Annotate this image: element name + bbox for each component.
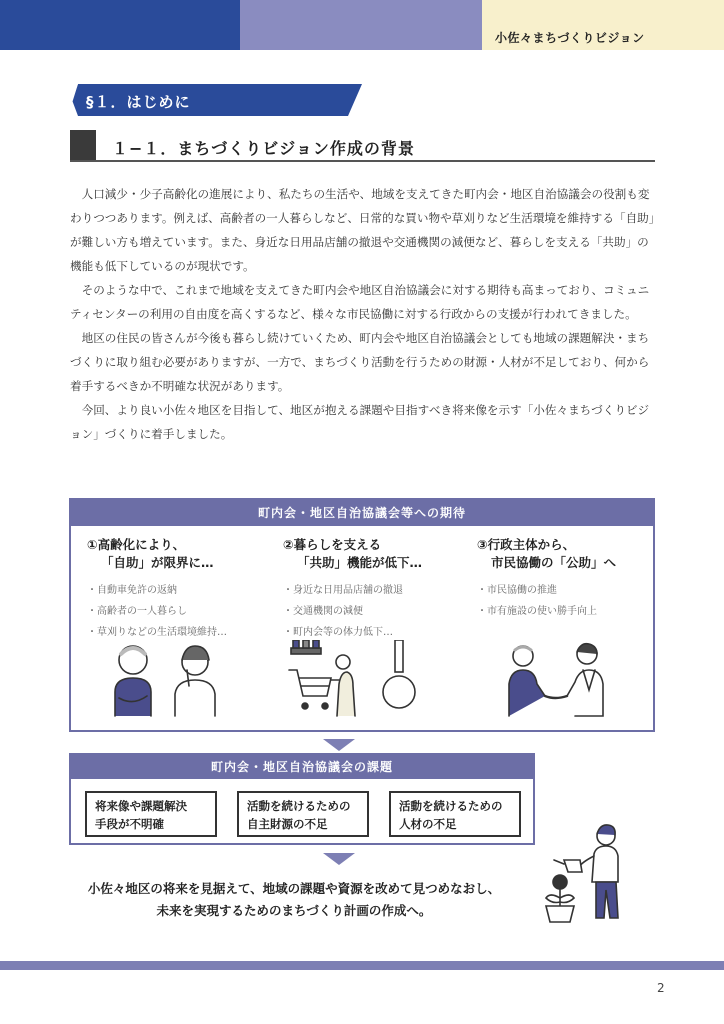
footer-band	[0, 961, 724, 970]
expectation-column-2	[283, 536, 473, 643]
elderly-couple-illustration	[105, 640, 235, 718]
header-band-lavender	[240, 0, 482, 50]
expectation-title: ①高齢化により、 「自助」が限界に…	[87, 537, 214, 570]
list-item: ・自動車免許の返納	[87, 585, 177, 596]
paragraph: 地区の住民の皆さんが今後も暮らし続けていくため、町内会や地区自治協議会としても地域の課題解決・まちづくりに取り組む必要がありますが、一方で、まちづくり活動を行うための財源・人材が不足しており、何から着手するべきか不明確な状況があります。	[70, 331, 650, 393]
issues-title: 町内会・地区自治協議会の課題	[71, 755, 533, 779]
list-item: ・高齢者の一人暮らし	[87, 606, 187, 617]
subsection-marker	[70, 130, 96, 160]
issue-card: 活動を続けるための 自主財源の不足	[237, 791, 369, 837]
issues-box	[69, 753, 535, 845]
list-item: ・交通機関の減便	[283, 606, 363, 617]
paragraph: そのような中で、これまで地域を支えてきた町内会や地区自治協議会に対する期待も高まっており、コミュニティセンターの利用の自由度を高くするなど、様々な市民協働に対する行政からの支援が行われてきました。	[70, 283, 650, 321]
section-title: §１．はじめに	[86, 93, 191, 111]
shopping-transport-illustration	[287, 640, 417, 718]
list-item: ・市民協働の推進	[477, 585, 557, 596]
paragraph: 人口減少・少子高齢化の進展により、私たちの生活や、地域を支えてきた町内会・地区自治協議会の役割も変わりつつあります。例えば、高齢者の一人暮らしなど、日常的な買い物や草刈りなど生活環境を維持する「自助」が難しい方も増えています。また、身近な日用品店舗の撤退や交通機関の減便など、暮らしを支える「共助」の機能も低下しているのが現状です。	[70, 187, 655, 273]
watering-plant-illustration	[534, 822, 638, 926]
header-band	[0, 0, 724, 50]
expectation-title: ③行政主体から、 市民協働の「公助」へ	[477, 537, 617, 570]
list-item: ・町内会等の体力低下…	[283, 627, 393, 638]
subsection-rule	[70, 160, 655, 162]
page-number: 2	[657, 981, 665, 995]
paragraph: 今回、より良い小佐々地区を目指して、地区が抱える課題や目指すべき将来像を示す「小佐々まちづくりビジョン」づくりに着手しました。	[70, 403, 650, 441]
arrow-down-icon	[323, 739, 355, 751]
arrow-down-icon	[323, 853, 355, 865]
expectation-title: ②暮らしを支える 「共助」機能が低下…	[283, 537, 423, 570]
expectation-column-1	[87, 536, 277, 643]
expectation-list	[283, 580, 473, 643]
list-item: ・市有施設の使い勝手向上	[477, 606, 597, 617]
conclusion-text: 小佐々地区の将来を見据えて、地域の課題や資源を改めて見つめなおし、 未来を実現するためのまちづくり計画の作成へ。	[87, 881, 501, 918]
document-title: 小佐々まちづくりビジョン	[495, 31, 645, 45]
body-text	[70, 182, 660, 446]
expectation-column-3	[477, 536, 667, 622]
expectations-title: 町内会・地区自治協議会等への期待	[71, 500, 653, 526]
list-item: ・草刈りなどの生活環境維持…	[87, 627, 227, 638]
header-band-navy	[0, 0, 240, 50]
expectations-box	[69, 498, 655, 732]
issue-card: 将来像や課題解決 手段が不明確	[85, 791, 217, 837]
handshake-illustration	[495, 640, 625, 718]
expectation-list	[477, 580, 667, 622]
subsection-title: １−１．まちづくりビジョン作成の背景	[112, 139, 415, 158]
list-item: ・身近な日用品店舗の撤退	[283, 585, 403, 596]
issue-card: 活動を続けるための 人材の不足	[389, 791, 521, 837]
expectation-list	[87, 580, 277, 643]
